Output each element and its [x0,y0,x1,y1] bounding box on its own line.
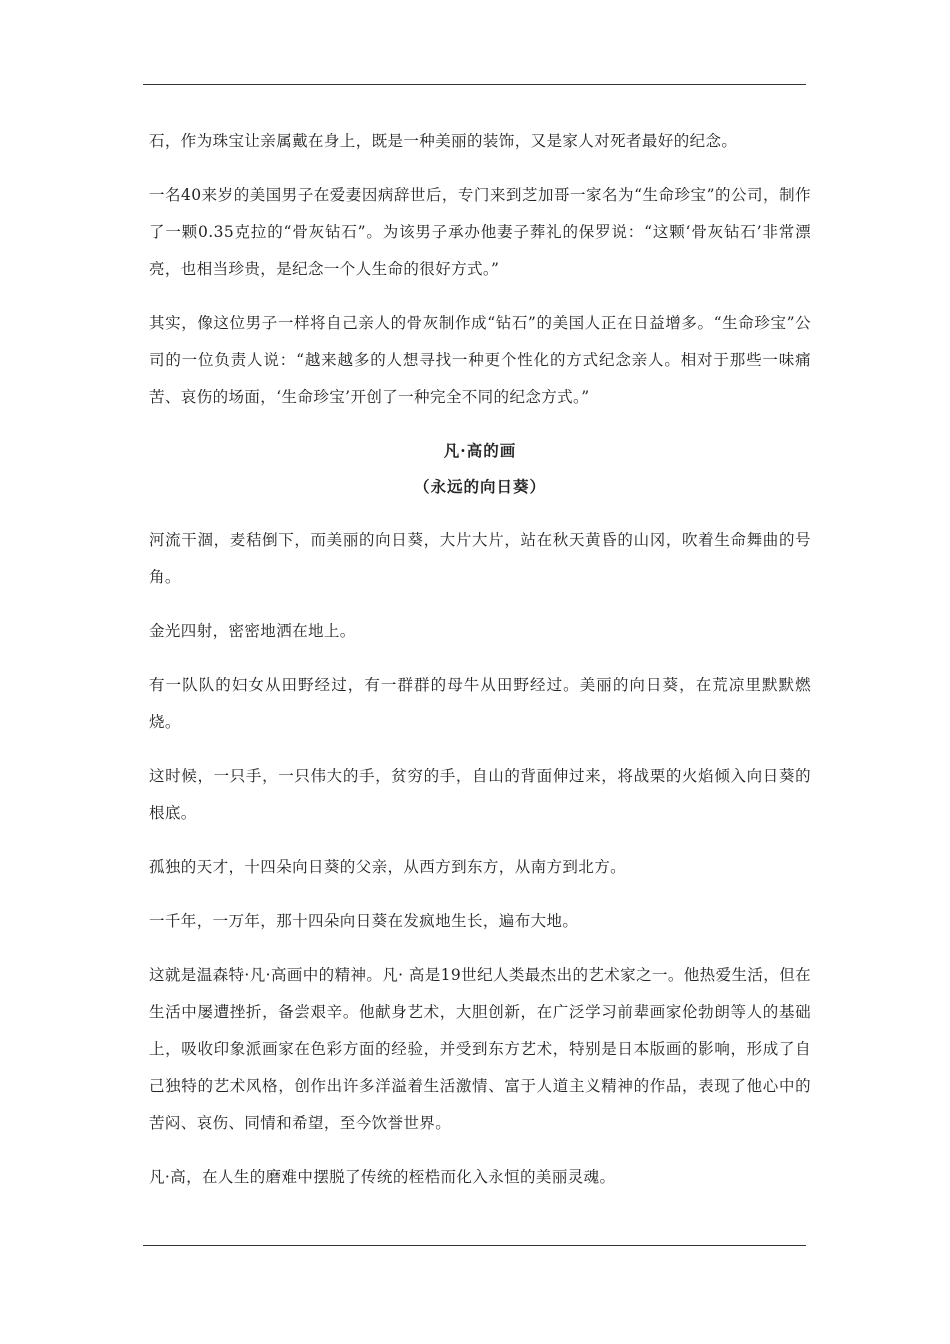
paragraph: 凡·高，在人生的磨难中摆脱了传统的桎梏而化入永恒的美丽灵魂。 [149,1168,616,1186]
paragraph: 其实，像这位男子一样将自己亲人的骨灰制作成“钻石”的美国人正在日益增多。“生命珍宝”公司的一位负责人说：“越来越多的人想寻找一种更个性化的方式纪念亲人。相对于那些一味痛苦、哀伤的场面，‘生命珍宝’开创了一种完全不同的纪念方式。” [149,314,811,406]
document-body [149,123,811,1213]
section-subtitle: （永远的向日葵） [413,477,546,496]
section-title: 凡·高的画 [443,441,517,460]
header-rule [143,84,806,85]
paragraph: 一千年，一万年，那十四朵向日葵在发疯地生长，遍布大地。 [149,912,579,930]
paragraph: 一名40来岁的美国男子在爱妻因病辞世后，专门来到芝加哥一家名为“生命珍宝”的公司，制作了一颗0.35克拉的“骨灰钻石”。为该男子承办他妻子葬礼的保罗说：“这颗‘骨灰钻石’非常漂亮，也相当珍贵，是纪念一个人生命的很好方式。” [149,186,811,278]
paragraph: 河流干涸，麦秸倒下，而美丽的向日葵，大片大片，站在秋天黄昏的山冈，吹着生命舞曲的号角。 [149,531,811,586]
paragraph: 孤独的天才，十四朵向日葵的父亲，从西方到东方，从南方到北方。 [149,858,627,876]
paragraph: 金光四射，密密地洒在地上。 [149,622,356,640]
footer-rule [143,1245,806,1246]
paragraph: 这时候，一只手，一只伟大的手，贫穷的手，自山的背面伸过来，将战栗的火焰倾入向日葵的根底。 [149,767,811,822]
paragraph: 石，作为珠宝让亲属戴在身上，既是一种美丽的装饰，又是家人对死者最好的纪念。 [149,132,738,150]
paragraph: 这就是温森特·凡·高画中的精神。凡· 高是19世纪人类最杰出的艺术家之一。他热爱生活，但在生活中屡遭挫折，备尝艰辛。他献身艺术，大胆创新，在广泛学习前辈画家伦勃朗等人的基础上，吸收印象派画家在色彩方面的经验，并受到东方艺术，特别是日本版画的影响，形成了自己独特的艺术风格，创作出许多洋溢着生活激情、富于人道主义精神的作品，表现了他心中的苦闷、哀伤、同情和希望，至今饮誉世界。 [149,966,811,1132]
paragraph: 有一队队的妇女从田野经过，有一群群的母牛从田野经过。美丽的向日葵，在荒凉里默默燃烧。 [149,676,811,731]
